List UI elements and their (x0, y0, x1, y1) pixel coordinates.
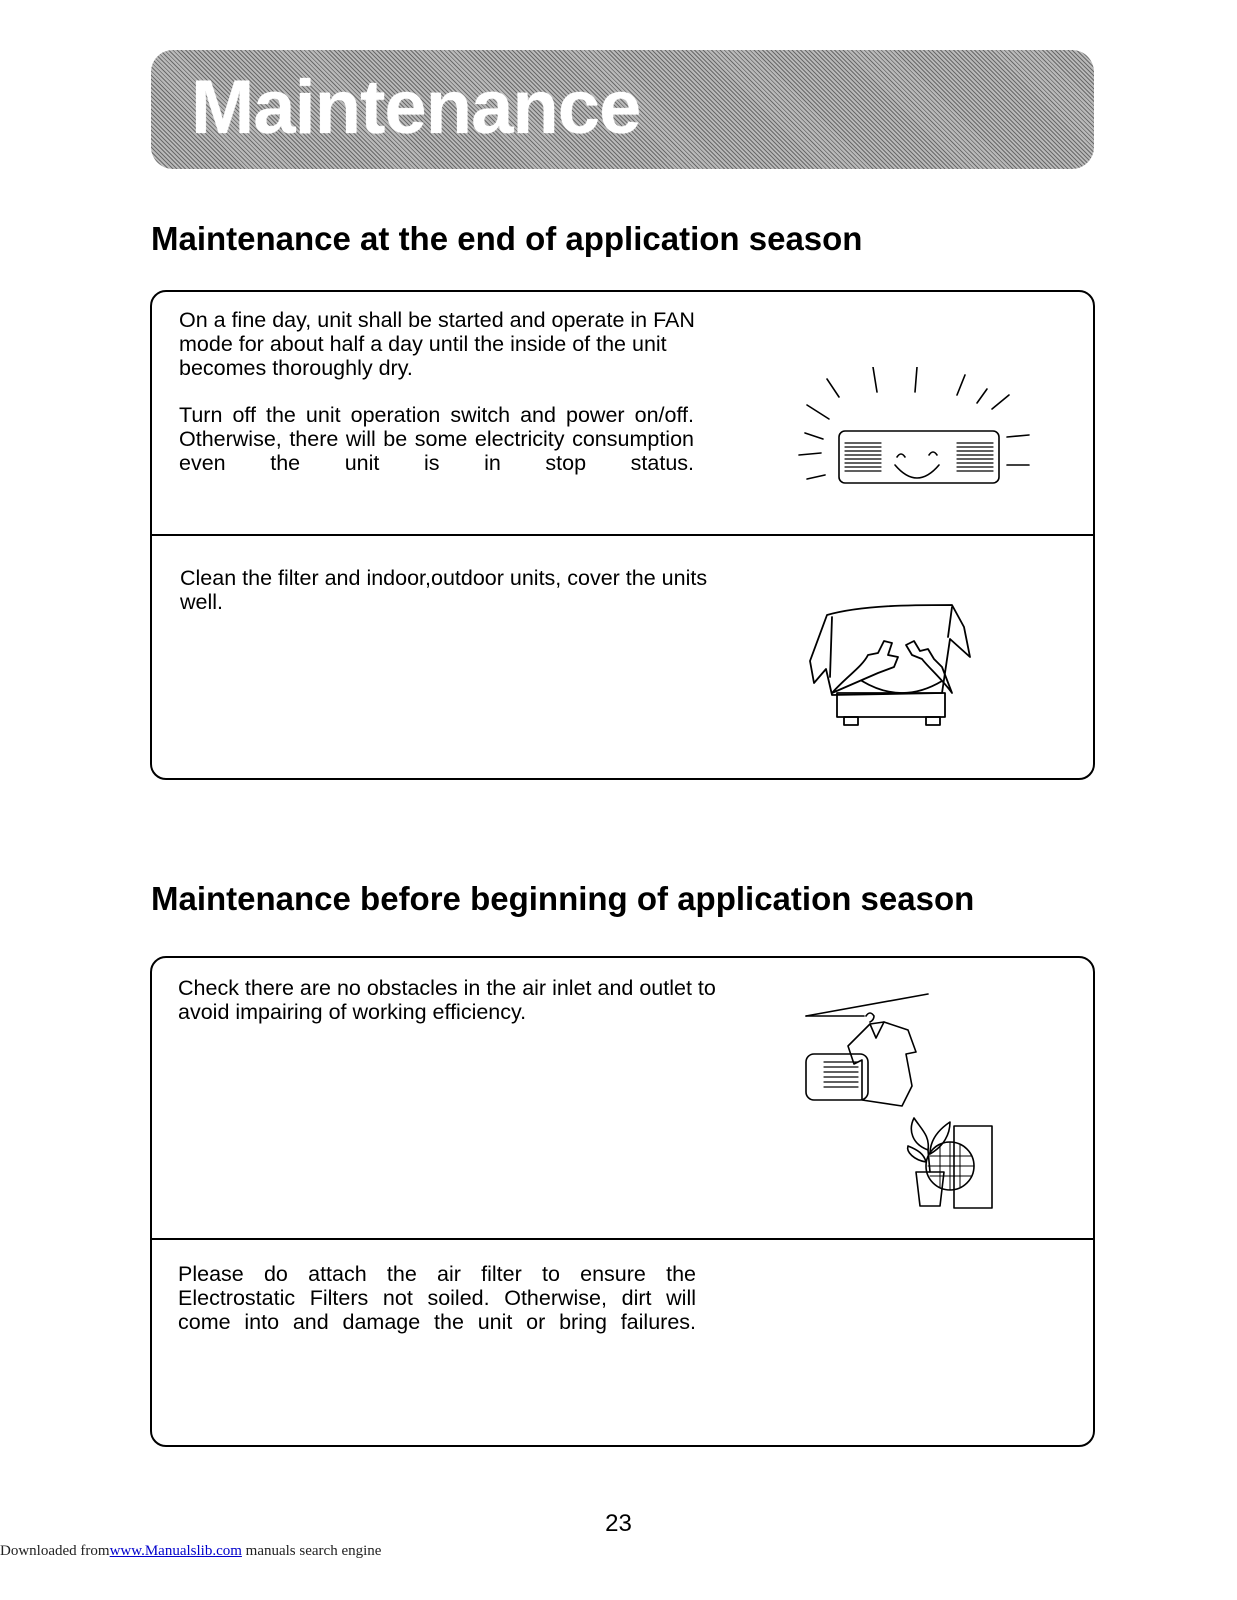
page-number: 23 (605, 1510, 632, 1537)
paragraph-dry-unit: On a fine day, unit shall be started and operate in FAN mode for about half a day until the inside of the unit becomes thoroughly dry. (179, 308, 695, 380)
obstructed-units-icon (804, 990, 1004, 1215)
smiling-air-conditioner-icon (797, 367, 1037, 492)
paragraph-attach-filter: Please do attach the air filter to ensure the Electrostatic Filters not soiled. Otherwise, dirt will come into and damage the unit or bring failures. (178, 1262, 696, 1334)
section-heading-end-of-season: Maintenance at the end of application season (151, 220, 863, 257)
paragraph-clean-filter: Clean the filter and indoor,outdoor units, cover the units well. (180, 566, 708, 614)
footer-suffix: manuals search engine (241, 1543, 382, 1559)
covered-unit-thumbs-up-icon (802, 597, 977, 737)
before-season-box (150, 956, 1095, 1447)
row-divider (152, 1238, 1093, 1240)
section-heading-before-season: Maintenance before beginning of application season (151, 880, 975, 917)
manualslib-link[interactable]: www.Manualslib.com (109, 1543, 242, 1559)
paragraph-check-obstacles: Check there are no obstacles in the air inlet and outlet to avoid impairing of working efficiency. (178, 976, 716, 1024)
row-divider (152, 534, 1093, 536)
paragraph-turn-off: Turn off the unit operation switch and power on/off. Otherwise, there will be some electricity consumption even the unit is in stop status. (179, 403, 694, 475)
footer-prefix: Downloaded from (0, 1543, 110, 1559)
footer (0, 1543, 381, 1560)
end-of-season-box (150, 290, 1095, 780)
title-banner (151, 50, 1094, 169)
page-title: Maintenance (191, 65, 641, 150)
